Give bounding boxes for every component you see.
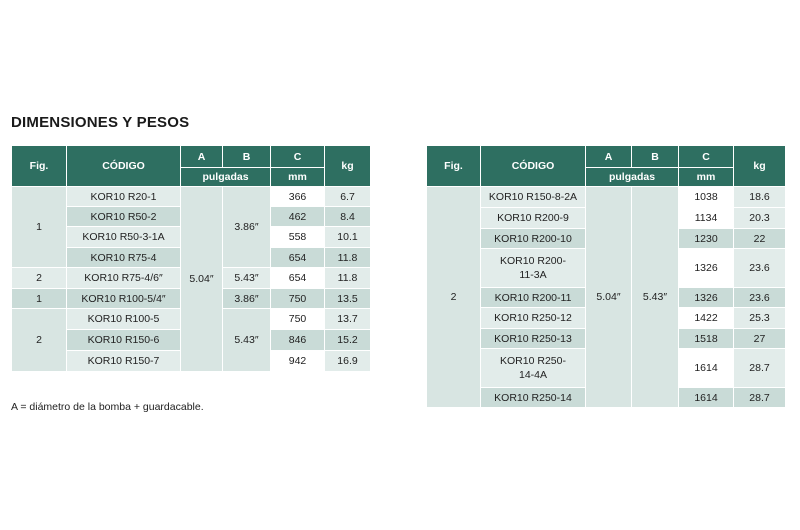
code-cell: KOR10 R200-9	[481, 208, 586, 229]
c-cell: 1038	[679, 187, 734, 208]
code-cell: KOR10 R150-6	[67, 330, 181, 351]
c-cell: 1422	[679, 308, 734, 329]
dimensions-table-left	[11, 145, 371, 372]
code-cell: KOR10 R250-12	[481, 308, 586, 329]
c-cell: 1518	[679, 329, 734, 349]
kg-cell: 6.7	[325, 187, 371, 207]
header-kg: kg	[734, 146, 786, 187]
kg-cell: 23.6	[734, 249, 786, 288]
kg-cell: 13.7	[325, 309, 371, 330]
kg-cell: 18.6	[734, 187, 786, 208]
header-mm: mm	[679, 168, 734, 187]
code-cell: KOR10 R100-5	[67, 309, 181, 330]
b-cell: 5.43″	[223, 268, 271, 289]
code-cell: KOR10 R20-1	[67, 187, 181, 207]
kg-cell: 22	[734, 229, 786, 249]
dimensions-table-right	[426, 145, 786, 408]
header-codigo: CÓDIGO	[481, 146, 586, 187]
code-cell: KOR10 R75-4	[67, 248, 181, 268]
b-cell: 5.43″	[632, 187, 679, 408]
page-title: DIMENSIONES Y PESOS	[11, 114, 190, 131]
c-cell: 366	[271, 187, 325, 207]
header-b: B	[632, 146, 679, 168]
header-codigo: CÓDIGO	[67, 146, 181, 187]
c-cell: 654	[271, 268, 325, 289]
kg-cell: 28.7	[734, 388, 786, 408]
c-cell: 942	[271, 351, 325, 372]
code-cell: KOR10 R100-5/4″	[67, 289, 181, 309]
kg-cell: 11.8	[325, 268, 371, 289]
code-cell: KOR10 R200-11	[481, 288, 586, 308]
kg-cell: 10.1	[325, 227, 371, 248]
kg-cell: 28.7	[734, 349, 786, 388]
c-cell: 1614	[679, 388, 734, 408]
kg-cell: 11.8	[325, 248, 371, 268]
c-cell: 1326	[679, 288, 734, 308]
code-cell: KOR10 R50-3-1A	[67, 227, 181, 248]
fig-cell: 1	[12, 289, 67, 309]
fig-cell: 2	[12, 268, 67, 289]
kg-cell: 25.3	[734, 308, 786, 329]
c-cell: 558	[271, 227, 325, 248]
header-c: C	[271, 146, 325, 168]
header-kg: kg	[325, 146, 371, 187]
code-cell: KOR10 R75-4/6″	[67, 268, 181, 289]
c-cell: 846	[271, 330, 325, 351]
c-cell: 1614	[679, 349, 734, 388]
kg-cell: 27	[734, 329, 786, 349]
kg-cell: 23.6	[734, 288, 786, 308]
c-cell: 750	[271, 289, 325, 309]
code-line: KOR10 R200-	[500, 255, 566, 267]
header-a: A	[586, 146, 632, 168]
header-pulgadas: pulgadas	[586, 168, 679, 187]
fig-cell: 1	[12, 187, 67, 268]
b-cell: 5.43″	[223, 309, 271, 372]
c-cell: 1134	[679, 208, 734, 229]
a-cell: 5.04″	[586, 187, 632, 408]
code-cell	[481, 249, 586, 288]
kg-cell: 13.5	[325, 289, 371, 309]
c-cell: 750	[271, 309, 325, 330]
c-cell: 1230	[679, 229, 734, 249]
kg-cell: 16.9	[325, 351, 371, 372]
header-fig: Fig.	[427, 146, 481, 187]
kg-cell: 20.3	[734, 208, 786, 229]
b-cell: 3.86″	[223, 187, 271, 268]
code-line: 11-3A	[519, 269, 547, 281]
code-cell: KOR10 R250-13	[481, 329, 586, 349]
header-c: C	[679, 146, 734, 168]
header-a: A	[181, 146, 223, 168]
kg-cell: 15.2	[325, 330, 371, 351]
a-cell: 5.04″	[181, 187, 223, 372]
footnote: A = diámetro de la bomba + guardacable.	[11, 401, 204, 413]
code-cell: KOR10 R150-8-2A	[481, 187, 586, 208]
code-line: KOR10 R250-	[500, 355, 566, 367]
header-b: B	[223, 146, 271, 168]
fig-cell: 2	[12, 309, 67, 372]
code-cell: KOR10 R250-14	[481, 388, 586, 408]
code-cell: KOR10 R50-2	[67, 207, 181, 227]
code-cell: KOR10 R200-10	[481, 229, 586, 249]
code-cell: KOR10 R150-7	[67, 351, 181, 372]
c-cell: 1326	[679, 249, 734, 288]
kg-cell: 8.4	[325, 207, 371, 227]
code-cell	[481, 349, 586, 388]
header-pulgadas: pulgadas	[181, 168, 271, 187]
header-mm: mm	[271, 168, 325, 187]
code-line: 14-4A	[518, 369, 548, 381]
c-cell: 462	[271, 207, 325, 227]
b-cell: 3.86″	[223, 289, 271, 309]
header-fig: Fig.	[12, 146, 67, 187]
fig-cell: 2	[427, 187, 481, 408]
c-cell: 654	[271, 248, 325, 268]
